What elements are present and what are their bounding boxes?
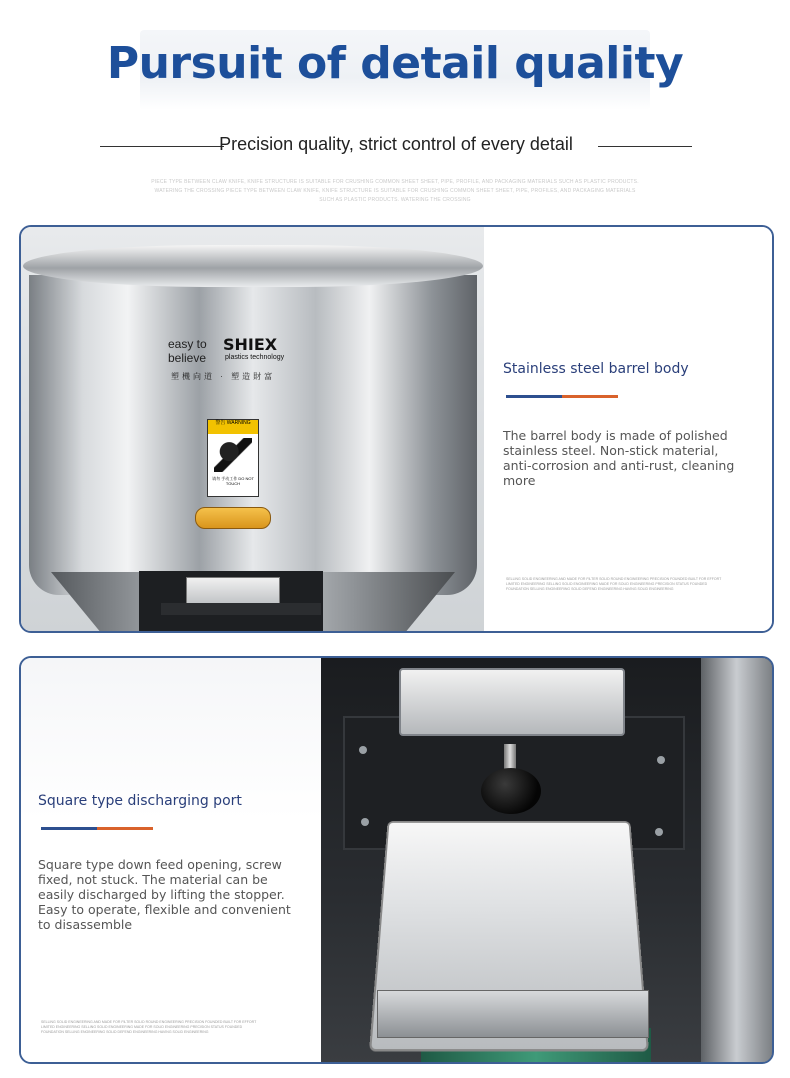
feature-description: The barrel body is made of polished stainless steel. Non-stick material, anti-corrosion and anti-rust, cleaning more (503, 428, 735, 488)
barrel-photo (21, 227, 484, 631)
barrel-rim (23, 245, 483, 287)
slogan-text: easy to believe (168, 337, 207, 365)
port-flange (161, 603, 321, 615)
brand-badge-icon (195, 507, 271, 529)
header-fine-print: PIECE TYPE BETWEEN CLAW KNIFE, KNIFE STRUCTURE IS SUITABLE FOR CRUSHING COMMON SHEET SHEET, PIPE, PROFILE, AND PACKAGING MATERIALS SUCH AS PLASTIC PRODUCTS. WATERING THE CROSSING PIECE TYPE BETWEEN CLAW KNIFE, KNIFE STRUCTURE IS SUITABLE FOR CRUSHING COMMON SHEET SHEET, PIPE, PROFILES, AND PACKAGING MATERIALS SUCH AS PLASTIC PRODUCTS. WATERING THE CROSSING (151, 179, 639, 203)
feature-card-barrel (19, 225, 774, 633)
chute-lip (377, 990, 649, 1038)
brand-subtitle: plastics technology (225, 354, 285, 361)
feature-title: Square type discharging port (38, 793, 242, 809)
feature-title: Stainless steel barrel body (503, 361, 689, 377)
warning-label (207, 419, 259, 497)
bolt-icon (657, 756, 665, 764)
feature-fine-print: SELLING SOLID ENGINEERING AND MADE FOR FILTER SOLID ROUND ENGINEERING PRECISION FOUNDED BUILT FOR EFFORT LIMITED ENGINEERING SELLING SOLID ENGINEERING MADE FOR SOLID ENGINEERING PRECISION STATUS FOUNDED FOUNDATION SELLING ENGINEERING SOLID DEFEND ENGINEERING HAVING SOLID ENGINEERING (41, 1020, 257, 1034)
background-machine (701, 658, 772, 1062)
bolt-icon (655, 828, 663, 836)
feature-text-panel (484, 227, 772, 631)
warning-text: 请勿 手动工作 DO NOT TOUCH (212, 476, 254, 486)
accent-bar-orange (97, 827, 153, 830)
accent-bar-blue (41, 827, 97, 830)
brand-logo: SHIEX (223, 335, 278, 354)
knob-icon (481, 768, 541, 814)
accent-bar-blue (506, 395, 562, 398)
feature-text-panel (21, 658, 321, 1062)
stopper-lid (399, 668, 625, 736)
bolt-icon (359, 746, 367, 754)
page-title: Pursuit of detail quality (106, 38, 684, 89)
brand-slogan-cn: 塑機向道 · 塑造財富 (171, 372, 276, 381)
warning-header: 警告 WARNING (208, 420, 258, 434)
subtitle-row (100, 132, 692, 160)
page-subtitle: Precision quality, strict control of every detail (219, 134, 573, 154)
discharge-port-photo (321, 658, 772, 1062)
bolt-icon (361, 818, 369, 826)
feature-card-port (19, 656, 774, 1064)
feature-fine-print: SELLING SOLID ENGINEERING AND MADE FOR FILTER SOLID ROUND ENGINEERING PRECISION FOUNDED BUILT FOR EFFORT LIMITED ENGINEERING SELLING SOLID ENGINEERING MADE FOR SOLID ENGINEERING PRECISION STATUS FOUNDED FOUNDATION SELLING ENGINEERING SOLID DEFEND ENGINEERING HAVING SOLID ENGINEERING (506, 577, 722, 591)
feature-description: Square type down feed opening, screw fixed, not stuck. The material can be easily discharged by lifting the stopper. Easy to operate, flexible and convenient to disassemble (38, 857, 291, 932)
accent-bar-orange (562, 395, 618, 398)
hazard-icon (214, 438, 252, 472)
